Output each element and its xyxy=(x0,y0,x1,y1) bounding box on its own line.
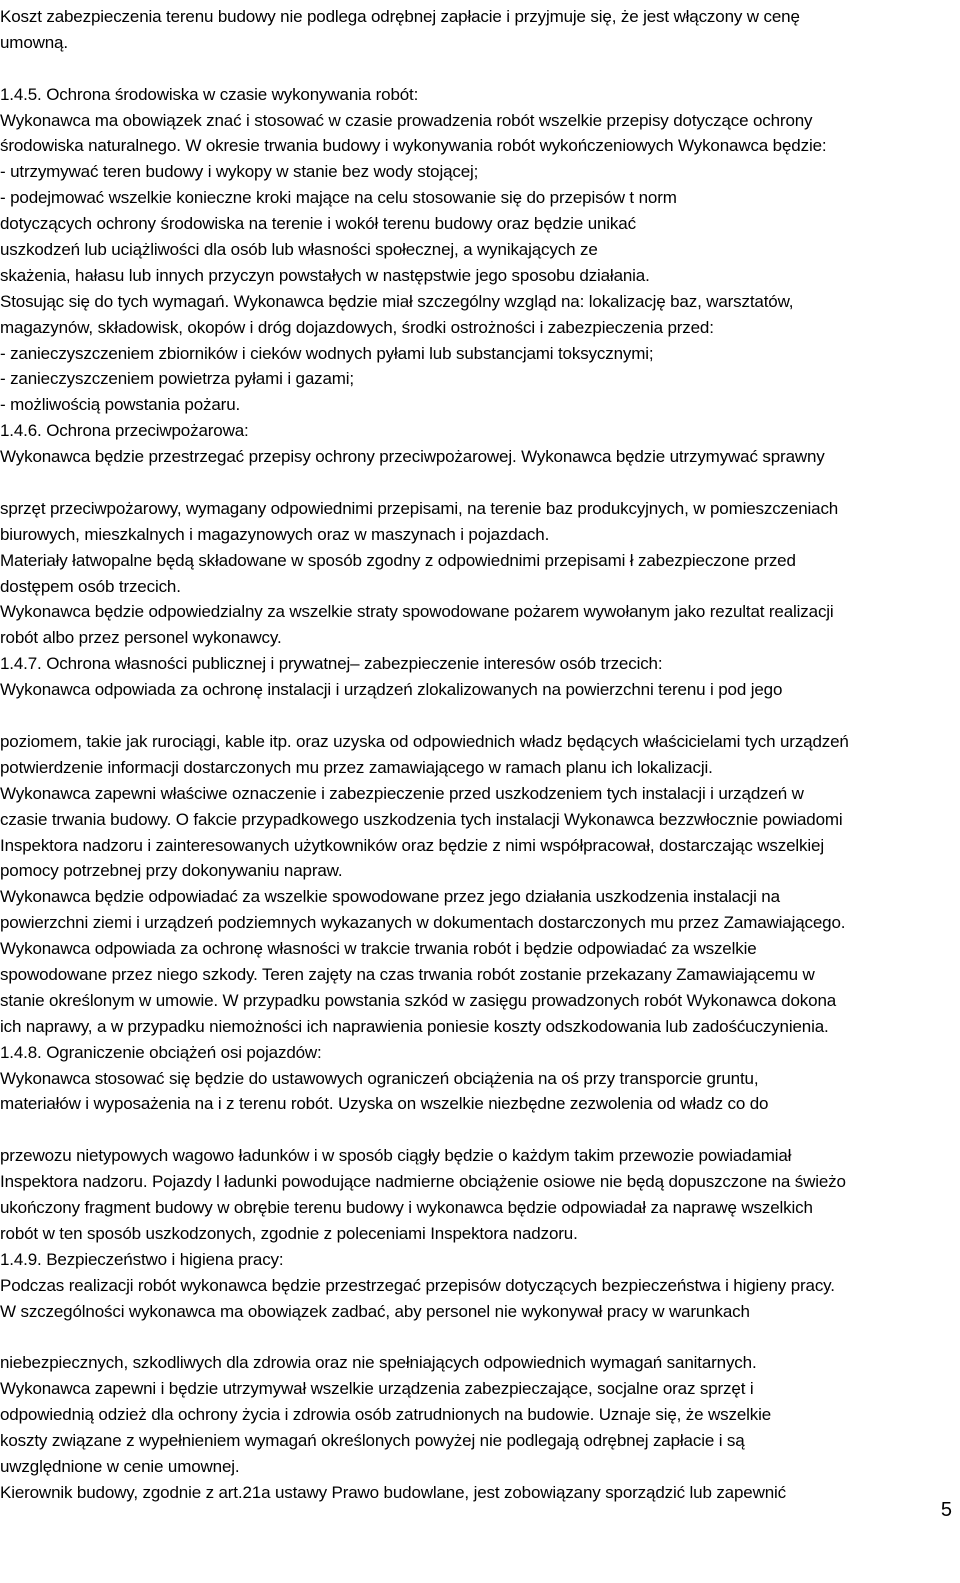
section-heading-1-4-8: przewozu nietypowych wagowo ładunków i w sposób ciągły będzie o każdym takim przewozie powiadamiał xyxy=(0,1146,792,1166)
text-line: uwzględnione w cenie umownej. xyxy=(0,1456,240,1476)
text-line: W szczególności wykonawca ma obowiązek zadbać, aby personel nie wykonywał pracy w warunkach xyxy=(0,1301,750,1321)
text-line: Wykonawca stosować się będzie do ustawowych ograniczeń obciążenia na oś przy transporcie gruntu, xyxy=(0,1068,759,1088)
text-line: Wykonawca odpowiada za ochronę instalacji i urządzeń zlokalizowanych na powierzchni terenu i pod jego xyxy=(0,680,783,700)
text-line: Koszt zabezpieczenia terenu budowy nie podlega odrębnej zapłacie i przyjmuje się, że jest włączony w cenę xyxy=(0,7,800,26)
text-line: 1.4.8. Ograniczenie obciążeń osi pojazdów: xyxy=(0,1042,322,1062)
text-line: biurowych, mieszkalnych i magazynowych oraz w maszynach i pojazdach. xyxy=(0,524,550,544)
text-line: pomocy potrzebnej przy dokonywaniu napraw. xyxy=(0,861,343,881)
text-line: spowodowane przez niego szkody. Teren zajęty na czas trwania robót zostanie przekazany Zamawiającemu w xyxy=(0,964,815,984)
text-line: Stosując się do tych wymagań. Wykonawca będzie miał szczególny wzgląd na: lokalizację baz, warsztatów, xyxy=(0,291,794,311)
text-line: dotyczących ochrony środowiska na terenie i wokół terenu budowy oraz będzie unikać xyxy=(0,214,636,234)
text-line: Wykonawca będzie przestrzegać przepisy ochrony przeciwpożarowej. Wykonawca będzie utrzymywać sprawny xyxy=(0,447,825,467)
text-line: robót albo przez personel wykonawcy. xyxy=(0,628,282,648)
text-line: magazynów, składowisk, okopów i dróg dojazdowych, środki ostrożności i zabezpieczenia przed: xyxy=(0,317,714,337)
text-line: ich naprawy, a w przypadku niemożności ich naprawienia poniesie koszty odszkodowania lub zadośćuczynienia. xyxy=(0,1016,829,1036)
text-line: Inspektora nadzoru. Pojazdy l ładunki powodujące nadmierne obciążenie osiowe nie będą dopuszczone na świeżo xyxy=(0,1172,846,1192)
page-number: 5 xyxy=(940,1499,952,1521)
text-line: 1.4.9. Bezpieczeństwo i higiena pracy: xyxy=(0,1249,284,1269)
text-line: Inspektora nadzoru i zainteresowanych użytkowników oraz będzie z nimi współpracował, dostarczając wszelkiej xyxy=(0,835,824,855)
text-line xyxy=(0,1506,955,1532)
text-line: umowną. xyxy=(0,32,68,52)
text-line: Wykonawca ma obowiązek znać i stosować w czasie prowadzenia robót wszelkie przepisy dotyczące ochrony xyxy=(0,110,813,130)
text-line: 1.4.6. Ochrona przeciwpożarowa: xyxy=(0,421,249,441)
text-line: powierzchni ziemi i urządzeń podziemnych wykazanych w dokumentach dostarczonych mu przez Zamawiającego. xyxy=(0,913,846,933)
text-line: środowiska naturalnego. W okresie trwania budowy i wykonywania robót wykończeniowych Wykonawca będzie: xyxy=(0,136,827,156)
text-line: ukończony fragment budowy w obrębie terenu budowy i wykonawca będzie odpowiadał za naprawę wszelkich xyxy=(0,1197,813,1217)
text-line: materiałów i wyposażenia na i z terenu robót. Uzyska on wszelkie niezbędne zezwolenia od władz co do xyxy=(0,1094,769,1114)
text-line: - utrzymywać teren budowy i wykopy w stanie bez wody stojącej; xyxy=(0,162,479,182)
text-line xyxy=(0,1557,955,1583)
text-line: Wykonawca będzie odpowiadać za wszelkie spowodowane przez jego działania uszkodzenia instalacji na xyxy=(0,887,780,907)
text-line: - podejmować wszelkie konieczne kroki mające na celu stosowanie się do przepisów t norm xyxy=(0,188,677,208)
text-line: Wykonawca zapewni i będzie utrzymywał wszelkie urządzenia zabezpieczające, socjalne oraz sprzęt i xyxy=(0,1379,754,1399)
text-line: Wykonawca zapewni właściwe oznaczenie i zabezpieczenie przed uszkodzeniem tych instalacji i urządzeń w xyxy=(0,783,804,803)
text-line: czasie trwania budowy. O fakcie przypadkowego uszkodzenia tych instalacji Wykonawca bezzwłocznie powiadomi xyxy=(0,809,843,829)
document-body xyxy=(0,4,955,1583)
text-line: potwierdzenie informacji dostarczonych mu przez zamawiającego w ramach planu ich lokalizacji. xyxy=(0,757,713,777)
text-line: Podczas realizacji robót wykonawca będzie przestrzegać przepisów dotyczących bezpieczeństwa i higieny pracy. xyxy=(0,1275,835,1295)
text-line: stanie określonym w umowie. W przypadku powstania szkód w zasięgu prowadzonych robót Wykonawca dokona xyxy=(0,990,837,1010)
text-line: koszty związane z wypełnieniem wymagań określonych powyżej nie podlegają odrębnej zapłacie i są xyxy=(0,1430,745,1450)
text-line: - zanieczyszczeniem zbiorników i cieków wodnych pyłami lub substancjami toksycznymi; xyxy=(0,343,654,363)
text-line xyxy=(0,1532,955,1558)
text-line: Materiały łatwopalne będą składowane w sposób zgodny z odpowiednimi przepisami ł zabezpieczone przed xyxy=(0,550,796,570)
text-line: Wykonawca odpowiada za ochronę własności w trakcie trwania robót i będzie odpowiadać za wszelkie xyxy=(0,939,757,959)
text-line: 1.4.7. Ochrona własności publicznej i prywatnej– zabezpieczenie interesów osób trzecich: xyxy=(0,654,663,674)
text-line: skażenia, hałasu lub innych przyczyn powstałych w następstwie jego sposobu działania. xyxy=(0,265,650,285)
section-heading-1-4-5: 1.4.5. Ochrona środowiska w czasie wykonywania robót: xyxy=(0,84,419,104)
text-line: Wykonawca będzie odpowiedzialny za wszelkie straty spowodowane pożarem wywołanym jako rezultat realizacji xyxy=(0,602,834,622)
text-line: odpowiednią odzież dla ochrony życia i zdrowia osób zatrudnionych na budowie. Uznaje się, że wszelkie xyxy=(0,1405,772,1425)
text-line: dostępem osób trzecich. xyxy=(0,576,181,596)
section-heading-1-4-7: poziomem, takie jak rurociągi, kable itp. oraz uzyska od odpowiednich władz będących właścicielami tych urządzeń xyxy=(0,731,849,751)
text-line: uszkodzeń lub uciążliwości dla osób lub własności społecznej, a wynikających ze xyxy=(0,240,598,260)
text-line: - możliwością powstania pożaru. xyxy=(0,395,241,415)
section-heading-1-4-9: niebezpiecznych, szkodliwych dla zdrowia oraz nie spełniających odpowiednich wymagań sanitarnych. xyxy=(0,1353,757,1373)
section-heading-1-4-6: sprzęt przeciwpożarowy, wymagany odpowiednimi przepisami, na terenie baz produkcyjnych, w pomieszczeniach xyxy=(0,498,839,518)
text-line: - zanieczyszczeniem powietrza pyłami i gazami; xyxy=(0,369,355,389)
text-line: Kierownik budowy, zgodnie z art.21a ustawy Prawo budowlane, jest zobowiązany sporządzić lub zapewnić xyxy=(0,1482,787,1502)
text-line: robót w ten sposób uszkodzonych, zgodnie z poleceniami Inspektora nadzoru. xyxy=(0,1223,578,1243)
